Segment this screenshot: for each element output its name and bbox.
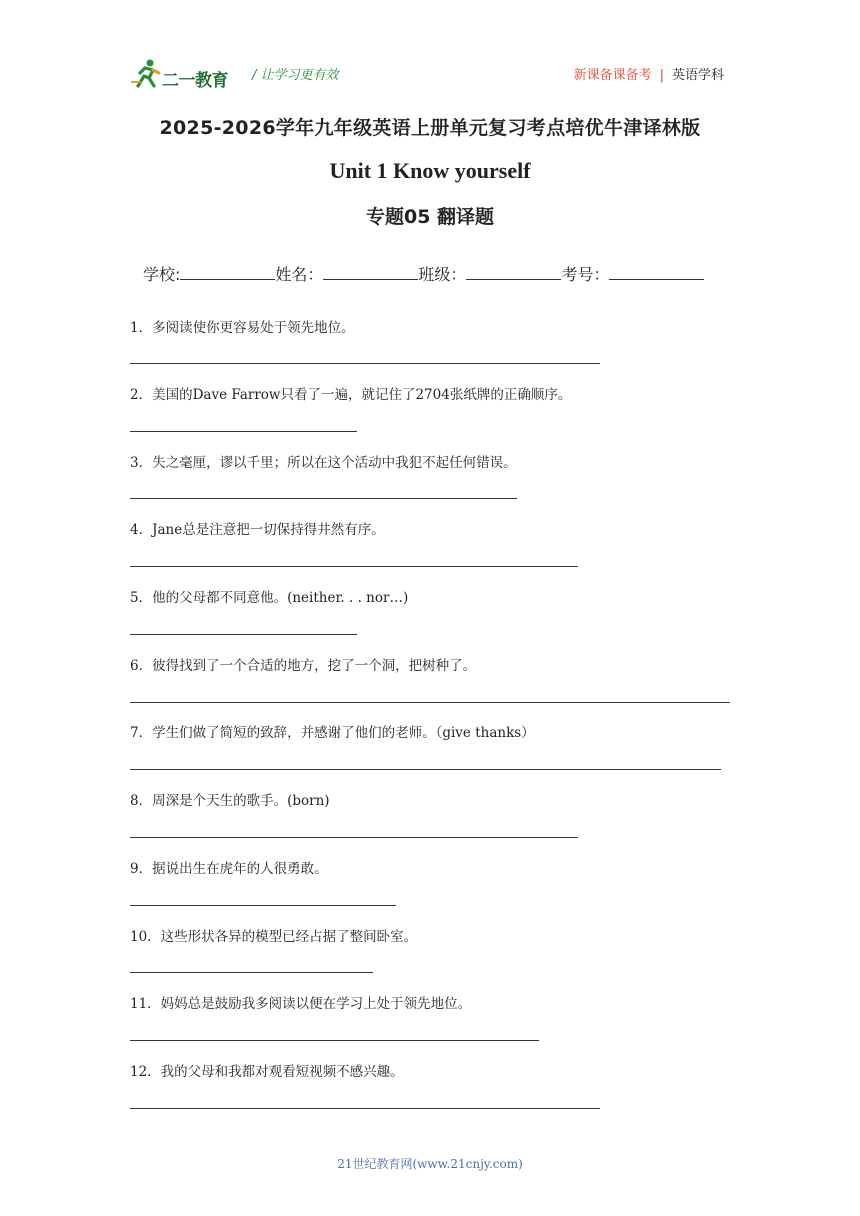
answer-line-10[interactable] (130, 972, 373, 973)
header-right (574, 64, 724, 83)
answer-line-2[interactable] (130, 431, 357, 432)
school-blank[interactable] (180, 265, 275, 280)
question-4: 4．Jane总是注意把一切保持得井然有序。 (130, 522, 385, 538)
number-label: 考号： (561, 265, 610, 284)
question-10: 10．这些形状各异的模型已经占据了整间卧室。 (130, 929, 418, 945)
page-title: 2025-2026学年九年级英语上册单元复习考点培优牛津译林版 (159, 117, 701, 139)
question-9: 9．据说出生在虎年的人很勇敢。 (130, 861, 328, 877)
footer-link[interactable]: 21世纪教育网(www.21cnjy.com) (337, 1157, 523, 1171)
topic-title: 专题05 翻译题 (365, 206, 495, 228)
header-subject: 英语学科 (671, 68, 724, 83)
answer-line-3[interactable] (130, 498, 517, 499)
school-label: 学校: (143, 265, 181, 284)
runner-logo-icon (130, 56, 164, 90)
class-blank[interactable] (466, 265, 561, 280)
question-12: 12．我的父母和我都对观看短视频不感兴趣。 (130, 1064, 404, 1080)
question-2: 2．美国的Dave Farrow只看了一遍，就记住了2704张纸牌的正确顺序。 (130, 387, 572, 403)
answer-line-4[interactable] (130, 566, 578, 567)
question-8: 8．周深是个天生的歌手。(born) (130, 793, 330, 809)
question-7: 7．学生们做了简短的致辞，并感谢了他们的老师。（give thanks） (130, 725, 535, 741)
page-header (130, 54, 730, 94)
answer-line-12[interactable] (130, 1108, 600, 1109)
logo-text: 二一教育 (162, 71, 228, 91)
header-tag-red: 新课备课备考 (573, 68, 652, 83)
answer-line-1[interactable] (130, 363, 600, 364)
answer-line-9[interactable] (130, 905, 396, 906)
question-3: 3．失之毫厘，谬以千里；所以在这个活动中我犯不起任何错误。 (130, 455, 517, 471)
answer-line-5[interactable] (130, 634, 357, 635)
name-label: 姓名： (275, 265, 324, 284)
question-11: 11．妈妈总是鼓励我多阅读以便在学习上处于领先地位。 (130, 996, 472, 1012)
question-1: 1．多阅读使你更容易处于领先地位。 (130, 320, 355, 336)
answer-line-7[interactable] (130, 769, 721, 770)
question-6: 6．彼得找到了一个合适的地方，挖了一个洞，把树种了。 (130, 658, 477, 674)
header-separator: | (659, 68, 664, 83)
student-info-row (143, 262, 704, 285)
logo (130, 56, 240, 92)
slogan: / 让学习更有效 (252, 68, 339, 83)
answer-line-11[interactable] (130, 1040, 539, 1041)
answer-line-6[interactable] (130, 702, 730, 703)
unit-subtitle: Unit 1 Know yourself (329, 158, 531, 183)
name-blank[interactable] (323, 265, 418, 280)
number-blank[interactable] (609, 265, 704, 280)
class-label: 班级： (418, 265, 467, 284)
answer-line-8[interactable] (130, 837, 578, 838)
question-5: 5．他的父母都不同意他。(neither. . . nor…) (130, 590, 409, 606)
